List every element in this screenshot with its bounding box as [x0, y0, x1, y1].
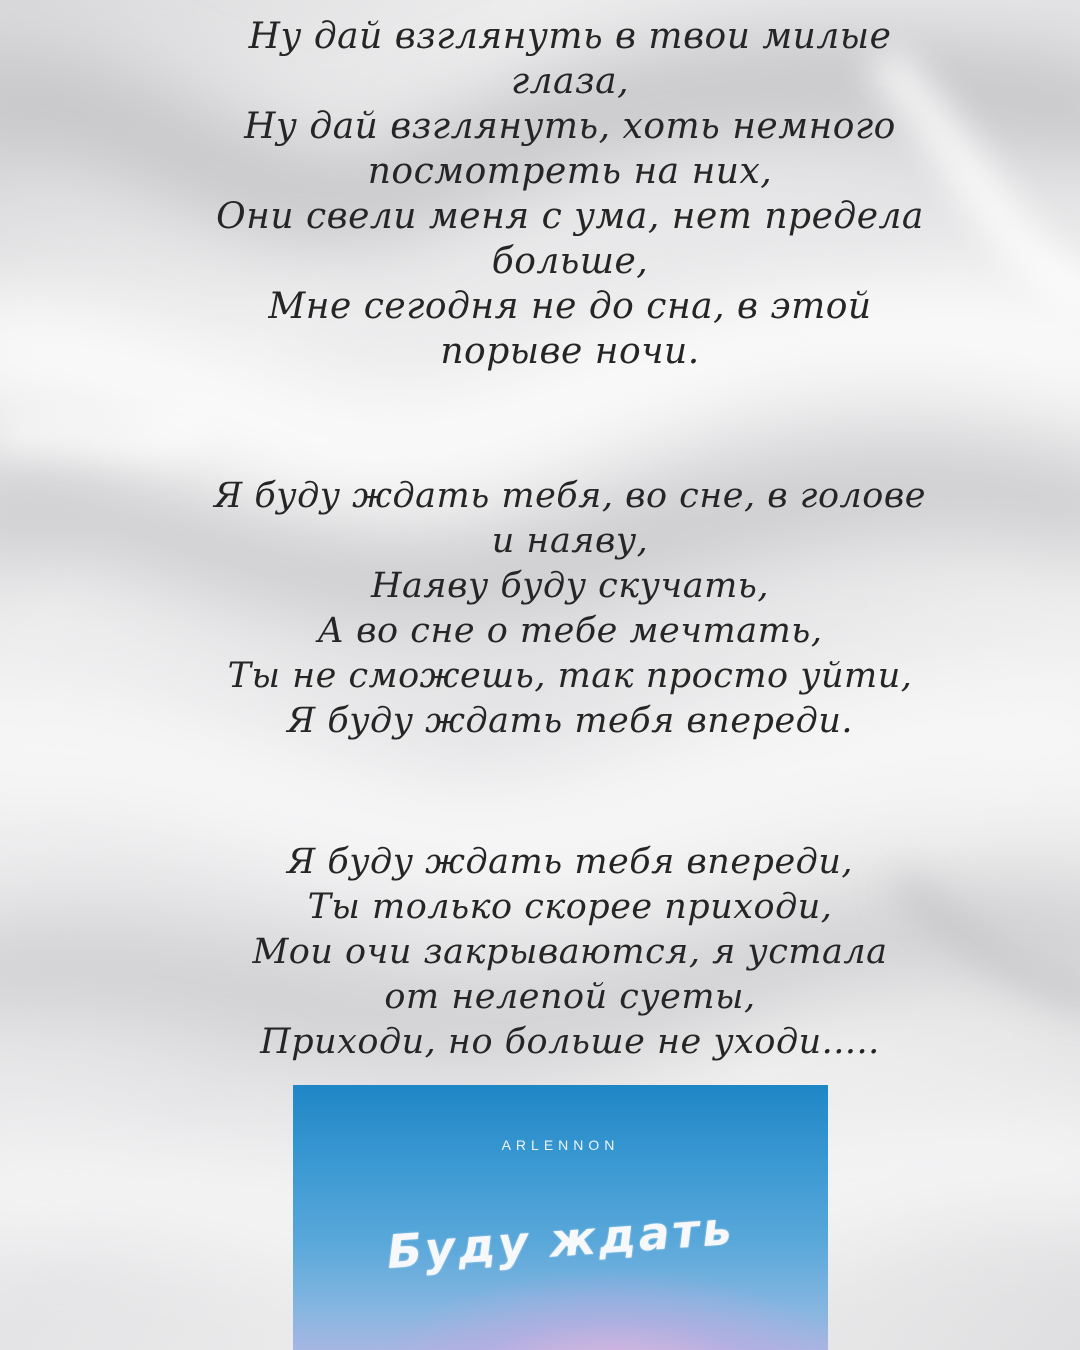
poem-line: Наяву буду скучать, [371, 566, 769, 606]
poem-line: глаза, [510, 61, 630, 102]
poem-stanza-1 [160, 14, 980, 374]
poem-line: больше, [491, 241, 649, 282]
poem-line: Ты не сможешь, так просто уйти, [227, 656, 913, 696]
poem-stanza-2 [160, 474, 980, 744]
album-cover [293, 1085, 828, 1350]
poem-line: посмотреть на них, [367, 151, 773, 192]
album-title: Буду ждать [385, 1200, 736, 1280]
poem-line: Ну дай взглянуть в твои милые [248, 16, 892, 57]
poem-line: Ты только скорее приходи, [307, 887, 833, 927]
poem-line: Я буду ждать тебя впереди. [286, 701, 854, 741]
poem-line: Мои очи закрываются, я устала [252, 932, 888, 972]
poem-line: Мне сегодня не до сна, в этой [268, 286, 872, 327]
poem-line: А во сне о тебе мечтать, [317, 611, 823, 651]
poem-line: Ну дай взглянуть, хоть немного [244, 106, 896, 147]
poem-line: и наяву, [491, 521, 649, 561]
poem-line: Приходи, но больше не уходи..... [260, 1022, 880, 1062]
poem-stanza-3 [160, 840, 980, 1065]
poem-line: Я буду ждать тебя, во сне, в голове [214, 476, 926, 516]
poem-line: от нелепой суеты, [384, 977, 756, 1017]
album-artist: ARLENNON [501, 1137, 620, 1153]
poem-line: Они свели меня с ума, нет предела [216, 196, 924, 237]
poem-line: Я буду ждать тебя впереди, [286, 842, 854, 882]
poem-line: порыве ночи. [440, 331, 700, 372]
